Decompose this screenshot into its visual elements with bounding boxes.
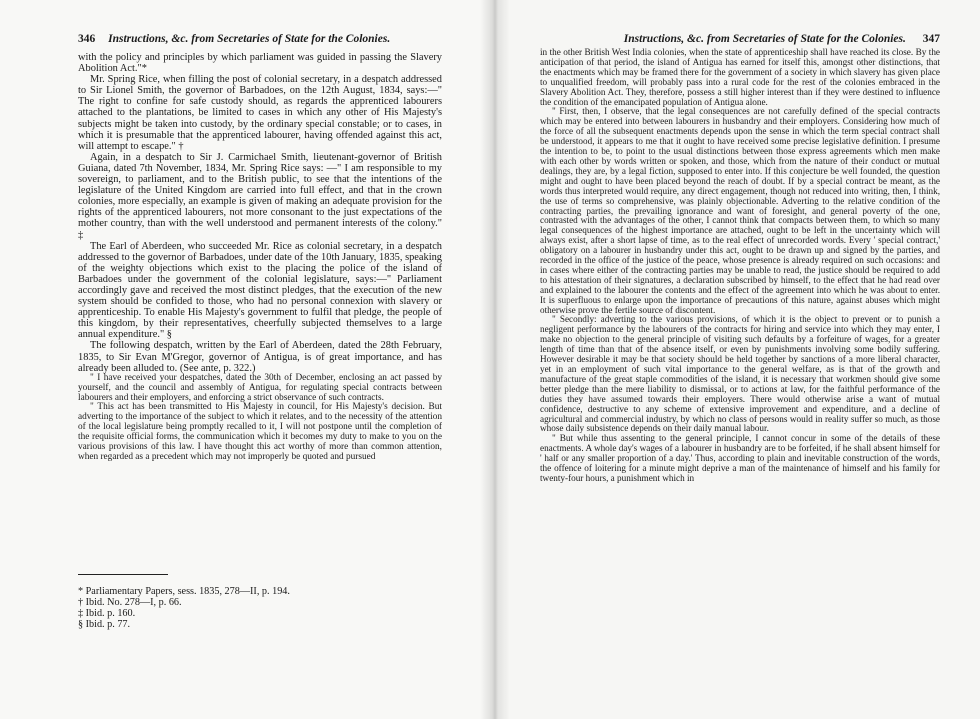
footnote: † Ibid. No. 278—I, p. 66. bbox=[78, 597, 182, 608]
paragraph: Mr. Spring Rice, when filling the post of colonial secretary, in a despatch addressed to Sir Lionel Smith, the governor of Barbadoes, on the 12th August, 1834, says:—" The right to confine for safe custody should, as regards the apprenticed labourers attached to the plantations, be limited to cases in which any other of His Majesty's subjects might be taken into custody, by the ordinary special constable; or to cases, in which it is presumable that the apprenticed labourer, having offended against this act, will attempt to escape." † bbox=[78, 74, 442, 152]
footnote: § Ibid. p. 77. bbox=[78, 619, 131, 630]
footnote: * Parliamentary Papers, sess. 1835, 278—II, p. 194. bbox=[78, 586, 290, 597]
left-page-body bbox=[78, 52, 442, 463]
paragraph: " Secondly: adverting to the various provisions, of which it is the object to prevent or to punish a negligent performance by the labourers of the contracts for hiring and service into which they may enter, I make no objection to the general principle of visiting such defaults by a forfeiture of wages, for a greater length of time than that of the absence itself, or even by punishments involving some bodily suffering. However desirable it may be that society should be held together by sanctions of a more liberal character, yet in an employment of such vital importance to the general welfare, as is that of the growth and manufacture of the great staple commodities of the island, it is necessary that workmen should give some better pledge than the mere liability to dismissal, or to actions at law, for the faithful performance of the duties they have assumed towards their employers. There would otherwise arise a want of mutual confidence, destructive to any scheme of extensive improvement and expenditure, and a decline of agricultural and commercial industry, by which no class of persons would in reality suffer so much, as those whose daily subsistence depends on their daily manual labour. bbox=[540, 314, 940, 434]
left-page-number: 346 bbox=[78, 33, 96, 45]
paragraph: in the other British West India colonies, when the state of apprenticeship shall have reached its close. By the anticipation of that period, the island of Antigua has earned for itself this, amongst other distinctions, that the enactments which may be framed there for the government of a society in which slavery has given place to unqualified freedom, will probably pass into a rural code for the rest of the colonies embraced in the Slavery Abolition Act. They, therefore, possess a still higher interest than if they were destined to influence the condition of the emancipated population of Antigua alone. bbox=[540, 47, 940, 107]
footnote: ‡ Ibid. p. 160. bbox=[78, 608, 136, 619]
quoted-paragraph: " This act has been transmitted to His Majesty in council, for His Majesty's decision. But adverting to the importance of the subject to which it relates, and to the necessity of the attention of the local legislature being promptly recalled to it, I will not postpone until the completion of the requisite official forms, the communication which it becomes my duty to make to you on the various provisions of this law. I have thought this act worthy of more than common attention, when regarded as a precedent which may not improperly be quoted and pursued bbox=[78, 402, 442, 462]
paragraph: " But while thus assenting to the general principle, I cannot concur in some of the details of these enactments. A whole day's wages of a labourer in husbandry are to be forfeited, if he shall absent himself for ' half or any smaller proportion of a day.' Thus, according to plain and inevitable construction of the words, the offence of loitering for a minute might deprive a man of the maintenance of himself and his family for twenty-four hours, a punishment which in bbox=[540, 433, 940, 483]
right-running-head bbox=[608, 32, 940, 46]
quoted-paragraph: " I have received your despatches, dated the 30th of December, enclosing an act passed by yourself, and the council and assembly of Antigua, for regulating special contracts between labourers and their employers, and enforcing a strict observance of such contracts. bbox=[78, 372, 442, 403]
paragraph: The Earl of Aberdeen, who succeeded Mr. Rice as colonial secretary, in a despatch addressed to the governor of Barbadoes, under date of the 10th January, 1835, speaking of the weighty objections which exist to the placing the police of the island of Barbadoes under the government of the colonial legislature, says:—" Parliament accordingly gave and received the most distinct pledges, that the execution of the new system should be confided to those, who had no personal connexion with slavery or apprenticeship. To enable His Majesty's government to fulfil that pledge, the people of this kingdom, by their representatives, cheerfully subjected themselves to a large annual expenditure." § bbox=[78, 240, 442, 341]
paragraph: Again, in a despatch to Sir J. Carmichael Smith, lieutenant-governor of British Guiana, dated 7th November, 1834, Mr. Spring Rice says: —" I am responsible to my sovereign, to parliament, and to the British public, to see that the intentions of the legislature of the United Kingdom are carried into full effect, and that in the crown colonies, more especially, an example is given of making an adequate provision for the rights of the apprenticed labourers, not more consonant to the just expectations of the mother country, than with the well understood and permanent interests of the colony." ‡ bbox=[78, 151, 442, 241]
right-page-number: 347 bbox=[922, 33, 940, 45]
right-page-body bbox=[540, 48, 940, 484]
paragraph: " First, then, I observe, that the legal consequences are not carefully defined of the special contracts which may be entered into between labourers in husbandry and their employers. Considering how much of the force of all the subsequent enactments depends upon the sense in which the term special contract shall be understood, it appears to me that it ought to have received some precise legislative definition. I presume the intention to be, to point to the usual distinctions between those express agreements which men make with each other by words written or spoken, and those, which from the nature of their conduct or mutual dealings, they are, by a legal fiction, supposed to enter into. If this conjecture be well founded, the question might and ought to have been placed beyond the reach of doubt. If by a special contract be meant, as the words thus interpreted would require, any direct engagement, though not reduced into writing, then, I think, the use of terms so comprehensive, was plainly objectionable. Adverting to the relative condition of the contracting parties, the prevailing ignorance and want of foresight, and general poverty of the one, contrasted with the advantages of the other, I cannot think that compacts between them, to which so many legal consequences of the highest importance are attached, ought to be left in the uncertainty which will always exist, after a short lapse of time, as to the real effect of unrecorded words. Every ' special contract,' obligatory on a labourer in husbandry under this act, ought to be drawn up and signed by the parties, and recorded in the office of the justice of the peace, whose presence is already required on such occasions: and in cases where either of the contracting parties may be unable to read, the justice should be required to add to his attestation of their signatures, a declaration subscribed by himself, to the effect that he had read over and explained to the labourer the contents and the effect of the agreement into which he was about to enter. It is superfluous to enlarge upon the importance of precautions of this nature, against abuses which might otherwise prove the fertile source of discontent. bbox=[540, 106, 940, 315]
right-page bbox=[490, 0, 980, 719]
left-running-head bbox=[78, 32, 464, 46]
right-running-title: Instructions, &c. from Secretaries of State for the Colonies. bbox=[623, 33, 906, 45]
footnote-rule bbox=[78, 574, 168, 575]
paragraph: with the policy and principles by which parliament was guided in passing the Slavery Abolition Act."* bbox=[78, 52, 442, 75]
paragraph: The following despatch, written by the Earl of Aberdeen, dated the 28th February, 1835, to Sir Evan M'Gregor, governor of Antigua, is of great importance, and has already been alluded to. (See ante, p. 322.) bbox=[78, 340, 442, 374]
left-running-title: Instructions, &c. from Secretaries of State for the Colonies. bbox=[108, 33, 391, 45]
footnotes bbox=[78, 586, 408, 630]
